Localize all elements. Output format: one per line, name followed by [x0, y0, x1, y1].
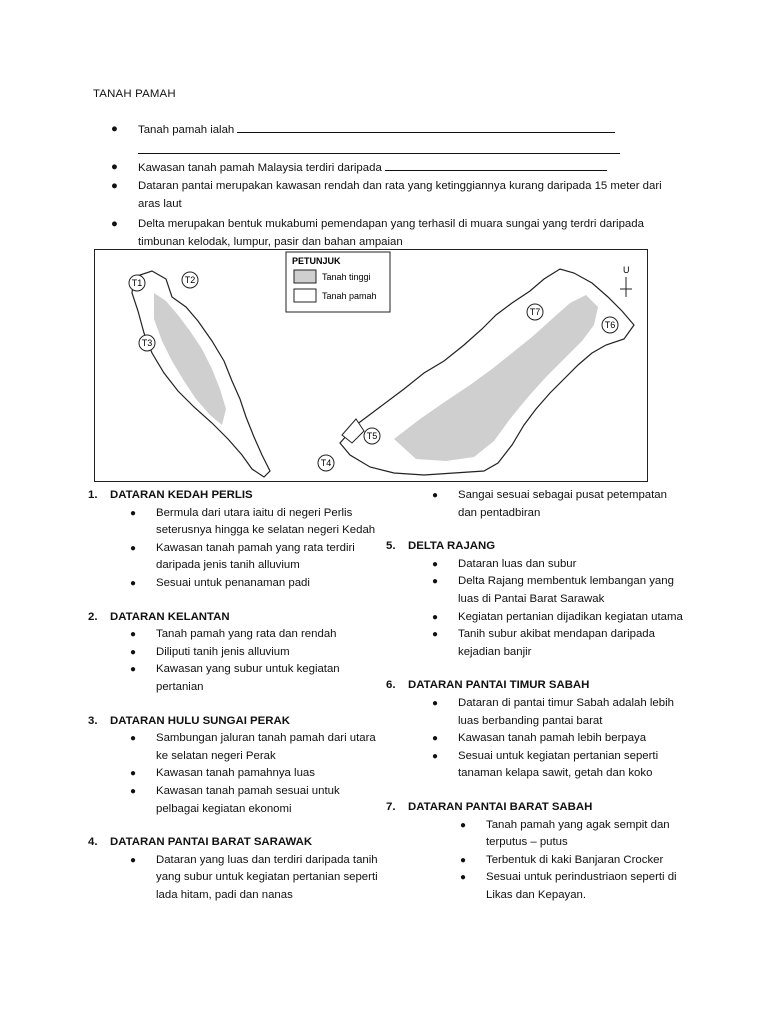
section-heading — [88, 713, 378, 731]
bullet: ● — [432, 576, 439, 588]
section-number: 7. — [386, 800, 396, 813]
list-item — [130, 852, 378, 905]
section-title: DATARAN HULU SUNGAI PERAK — [110, 714, 290, 727]
section-number: 2. — [88, 610, 98, 623]
list-item — [432, 626, 686, 661]
intro-item — [111, 215, 671, 251]
list-item — [432, 695, 686, 730]
intro-text: Kawasan tanah pamah Malaysia terdiri daripada — [138, 162, 382, 174]
section-continued — [386, 487, 686, 522]
list-item — [130, 626, 378, 644]
bullet: ● — [111, 180, 118, 192]
section-number: 4. — [88, 836, 98, 849]
point-text: Sesuai untuk perindustriaon seperti di Likas dan Kepayan. — [486, 871, 677, 901]
bullet: ● — [432, 629, 439, 641]
section-number: 3. — [88, 714, 98, 727]
section — [88, 834, 378, 904]
intro-text: Dataran pantai merupakan kawasan rendah dan rata yang ketinggiannya kurang daripada 15 meter dari aras laut — [138, 180, 662, 210]
section-title: DATARAN PANTAI BARAT SABAH — [408, 800, 593, 813]
point-text: Dataran luas dan subur — [458, 557, 577, 570]
bullet: ● — [432, 733, 439, 745]
section-title: DATARAN KELANTAN — [110, 610, 230, 623]
section — [88, 487, 378, 593]
north-label: U — [623, 265, 630, 275]
sections-column-right — [386, 487, 686, 920]
point-text: Kawasan yang subur untuk kegiatan pertanian — [156, 663, 340, 693]
list-item — [130, 505, 378, 540]
bullet: ● — [130, 768, 137, 780]
list-item — [130, 765, 378, 783]
point-text: Sangai sesuai sebagai pusat petempatan dan pentadbiran — [458, 489, 667, 519]
map-label-t2: T2 — [184, 275, 196, 285]
point-text: Bermula dari utara iaitu di negeri Perlis seterusnya hingga ke selatan negeri Kedah — [156, 506, 376, 537]
section — [386, 799, 686, 905]
bullet: ● — [130, 646, 137, 658]
legend-highland-swatch — [294, 270, 316, 283]
fill-blank[interactable] — [237, 120, 615, 133]
bullet: ● — [111, 161, 118, 173]
bullet: ● — [432, 750, 439, 762]
point-text: Sesuai untuk kegiatan pertanian seperti tanaman kelapa sawit, getah dan koko — [458, 749, 659, 780]
section-points — [460, 817, 686, 905]
bullet: ● — [432, 697, 439, 709]
section-title: DATARAN PANTAI TIMUR SABAH — [408, 679, 590, 692]
legend-highland-label: Tanah tinggi — [322, 272, 371, 282]
list-item — [130, 730, 378, 765]
page-title: TANAH PAMAH — [93, 88, 176, 100]
section-number: 5. — [386, 540, 396, 553]
list-item — [130, 661, 378, 696]
list-item — [432, 573, 686, 608]
section — [88, 609, 378, 697]
list-item — [460, 852, 686, 870]
section-heading — [88, 487, 378, 505]
list-item — [432, 487, 686, 522]
intro-item — [111, 177, 671, 213]
list-item — [130, 783, 378, 818]
list-item — [130, 575, 378, 593]
bullet: ● — [432, 558, 439, 570]
bullet: ● — [130, 785, 137, 797]
intro-text: Delta merupakan bentuk mukabumi pemendapan yang terhasil di muara sungai yang terdri daripada timbunan kelodak, lumpur, pasir dan bahan ampaian — [138, 218, 644, 248]
fill-blank[interactable] — [138, 139, 620, 154]
bullet: ● — [432, 611, 439, 623]
map-label-t4: T4 — [320, 458, 332, 468]
map-label-t6: T6 — [604, 320, 616, 330]
section-heading — [88, 609, 378, 627]
list-item — [460, 817, 686, 852]
bullet: ● — [130, 577, 137, 589]
section-title: DELTA RAJANG — [408, 540, 496, 553]
point-text: Tanih subur akibat mendapan daripada kejadian banjir — [458, 628, 655, 658]
list-item — [130, 540, 378, 575]
bullet: ● — [130, 507, 137, 519]
legend-lowland-label: Tanah pamah — [322, 291, 377, 301]
map-label-t7: T7 — [529, 307, 541, 317]
intro-text: Tanah pamah ialah — [138, 124, 235, 136]
point-text: Delta Rajang membentuk lembangan yang luas di Pantai Barat Sarawak — [458, 575, 674, 605]
legend-title: PETUNJUK — [292, 256, 341, 266]
bullet: ● — [460, 872, 467, 884]
section — [386, 538, 686, 661]
bullet: ● — [460, 819, 467, 831]
section-points — [130, 626, 378, 696]
bullet: ● — [130, 664, 137, 676]
section-points — [432, 695, 686, 783]
section-title: DATARAN PANTAI BARAT SARAWAK — [110, 836, 313, 849]
map-label-t3: T3 — [141, 338, 153, 348]
section-number: 1. — [88, 489, 98, 501]
map-label-t1: T1 — [131, 278, 143, 288]
section — [386, 677, 686, 783]
section-title: DATARAN KEDAH PERLIS — [110, 489, 253, 501]
bullet: ● — [460, 854, 467, 866]
bullet: ● — [111, 218, 118, 230]
point-text: Sesuai untuk penanaman padi — [156, 576, 310, 589]
bullet: ● — [130, 542, 137, 554]
legend-lowland-swatch — [294, 289, 316, 302]
point-text: Sambungan jaluran tanah pamah dari utara ke selatan negeri Perak — [156, 732, 376, 762]
section-heading — [386, 677, 686, 695]
point-text: Kegiatan pertanian dijadikan kegiatan utama — [458, 610, 683, 623]
map-label-t5: T5 — [366, 431, 378, 441]
bullet: ● — [130, 733, 137, 745]
bullet: ● — [130, 854, 137, 866]
sections-column-left — [88, 487, 378, 920]
list-item — [130, 644, 378, 662]
point-text: Dataran di pantai timur Sabah adalah lebih luas berbanding pantai barat — [458, 696, 674, 727]
point-text: Tanah pamah yang agak sempit dan terputus – putus — [486, 818, 670, 849]
fill-blank[interactable] — [385, 158, 607, 171]
list-item — [460, 869, 686, 904]
point-text: Kawasan tanah pamah lebih berpaya — [458, 732, 647, 745]
section-points — [130, 852, 378, 905]
map-figure — [94, 249, 648, 482]
bullet: ● — [130, 629, 137, 641]
point-text: Dataran yang luas dan terdiri daripada tanih yang subur untuk kegiatan pertanian seperti lada hitam, padi dan nanas — [156, 853, 378, 901]
point-text: Terbentuk di kaki Banjaran Crocker — [486, 853, 664, 866]
section-points — [130, 505, 378, 593]
list-item — [432, 556, 686, 574]
bullet: ● — [111, 123, 118, 135]
point-text: Kawasan tanah pamah sesuai untuk pelbagai kegiatan ekonomi — [156, 784, 340, 815]
section-heading — [386, 538, 686, 556]
section-heading — [386, 799, 686, 817]
section-number: 6. — [386, 679, 396, 692]
list-item — [432, 730, 686, 748]
point-text: Kawasan tanah pamahnya luas — [156, 767, 315, 780]
intro-item — [111, 120, 671, 154]
point-text: Tanah pamah yang rata dan rendah — [156, 628, 337, 641]
point-text: Diliputi tanih jenis alluvium — [156, 645, 290, 658]
section-heading — [88, 834, 378, 852]
list-item — [432, 748, 686, 783]
bullet: ● — [432, 490, 439, 501]
section-points — [432, 556, 686, 662]
intro-item — [111, 158, 671, 177]
list-item — [432, 609, 686, 627]
point-text: Kawasan tanah pamah yang rata terdiri daripada jenis tanih alluvium — [156, 541, 355, 572]
section-points — [130, 730, 378, 818]
intro-list — [111, 120, 671, 251]
section — [88, 713, 378, 819]
malaysia-map — [94, 249, 648, 482]
